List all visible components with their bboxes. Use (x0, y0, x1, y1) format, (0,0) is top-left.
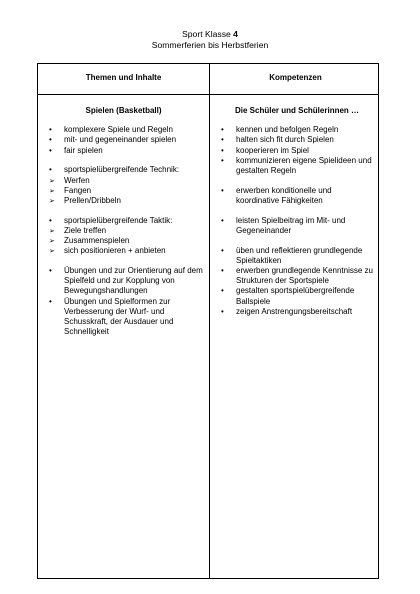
bullet-icon (49, 125, 59, 135)
list-item-text: Werfen (64, 175, 90, 185)
bullet-icon (49, 146, 59, 156)
col-header-kompetenzen: Kompetenzen (269, 73, 322, 82)
list-item (38, 236, 209, 246)
header-period: Sommerferien bis Herbstferien (151, 40, 269, 50)
header-divider (38, 94, 378, 95)
list-item-text: kooperieren im Spiel (236, 145, 309, 155)
list-item (38, 165, 209, 175)
list-item (210, 186, 380, 206)
list-item-text: leisten Spielbeitrag im Mit- und Gegeneinander (236, 215, 346, 235)
bullet-icon (221, 216, 231, 226)
header-subject: Sport Klasse (182, 29, 231, 39)
list-item (210, 307, 380, 317)
list-item-text: mit- und gegeneinander spielen (64, 135, 177, 145)
list-item (210, 246, 380, 266)
bullet-icon (221, 266, 231, 276)
bullet-icon (49, 165, 59, 175)
list-item-text: sportspielübergreifende Taktik: (64, 215, 173, 225)
right-subheading: Die Schüler und Schülerinnen … (235, 106, 360, 115)
col-header-themen: Themen und Inhalte (85, 73, 162, 82)
left-group (38, 125, 209, 156)
list-item-text: komplexere Spiele und Regeln (64, 125, 173, 135)
list-item (210, 146, 380, 156)
left-group (38, 216, 209, 257)
list-item-text: fair spielen (64, 145, 103, 155)
list-item (38, 186, 209, 196)
list-item (38, 176, 209, 186)
list-item (38, 146, 209, 156)
document-header (0, 29, 420, 51)
list-item (210, 266, 380, 286)
bullet-icon (221, 186, 231, 196)
bullet-icon (49, 135, 59, 145)
right-group (210, 246, 380, 317)
list-item-text: Übungen und zur Orientierung auf dem Spielfeld und zur Kopplung von Bewegungshandlungen (64, 265, 203, 296)
left-groups (38, 125, 209, 337)
list-item-text: halten sich fit durch Spielen (236, 135, 334, 145)
list-item-text: sportspielübergreifende Technik: (64, 165, 180, 175)
list-item-text: Übungen und Spielformen zur Verbesserung der Wurf- und Schusskraft, der Ausdauer und Schnelligkeit (64, 296, 174, 337)
list-item-text: Ziele treffen (64, 225, 107, 235)
bullet-icon (221, 156, 231, 166)
column-kompetenzen (210, 106, 380, 326)
list-item-text: Fangen (64, 185, 92, 195)
right-group (210, 186, 380, 206)
list-item (210, 286, 380, 306)
column-themen (38, 106, 209, 347)
bullet-icon (221, 307, 231, 317)
bullet-icon (221, 135, 231, 145)
arrow-bullet-icon (49, 196, 59, 207)
left-group (38, 165, 209, 206)
list-item-text: zeigen Anstrengungsbereitschaft (236, 306, 353, 316)
header-grade: 4 (233, 29, 238, 39)
list-item (38, 266, 209, 297)
list-item-text: erwerben konditionelle und koordinative Fähigkeiten (236, 185, 332, 205)
list-item (38, 297, 209, 338)
bullet-icon (221, 246, 231, 256)
list-item-text: kennen und befolgen Regeln (236, 125, 339, 135)
left-group (38, 266, 209, 337)
list-item (38, 125, 209, 135)
list-item-text: Zusammenspielen (64, 236, 130, 246)
list-item-text: Prellen/Dribbeln (64, 195, 121, 205)
arrow-bullet-icon (49, 246, 59, 257)
header-line-1 (0, 29, 420, 40)
list-item (38, 226, 209, 236)
list-item (210, 156, 380, 176)
right-group (210, 125, 380, 176)
list-item-text: sich positionieren + anbieten (64, 246, 166, 256)
list-item-text: erwerben grundlegende Kenntnisse zu Strukturen der Sportspiele (236, 265, 373, 286)
right-group (210, 216, 380, 236)
bullet-icon (221, 146, 231, 156)
bullet-icon (49, 216, 59, 226)
list-item (38, 196, 209, 206)
list-item-text: gestalten sportspielübergreifende Ballspiele (236, 286, 355, 306)
list-item-text: kommunizieren eigene Spielideen und gestalten Regeln (236, 155, 372, 176)
list-item (38, 135, 209, 145)
bullet-icon (49, 297, 59, 307)
list-item-text: üben und reflektieren grundlegende Spieltaktiken (236, 245, 363, 265)
bullet-icon (221, 125, 231, 135)
list-item (210, 135, 380, 145)
bullet-icon (49, 266, 59, 276)
list-item (210, 125, 380, 135)
left-subheading: Spielen (Basketball) (85, 106, 162, 115)
curriculum-table (37, 63, 379, 579)
bullet-icon (221, 286, 231, 296)
list-item (38, 216, 209, 226)
right-groups (210, 125, 380, 317)
list-item (210, 216, 380, 236)
list-item (38, 246, 209, 256)
